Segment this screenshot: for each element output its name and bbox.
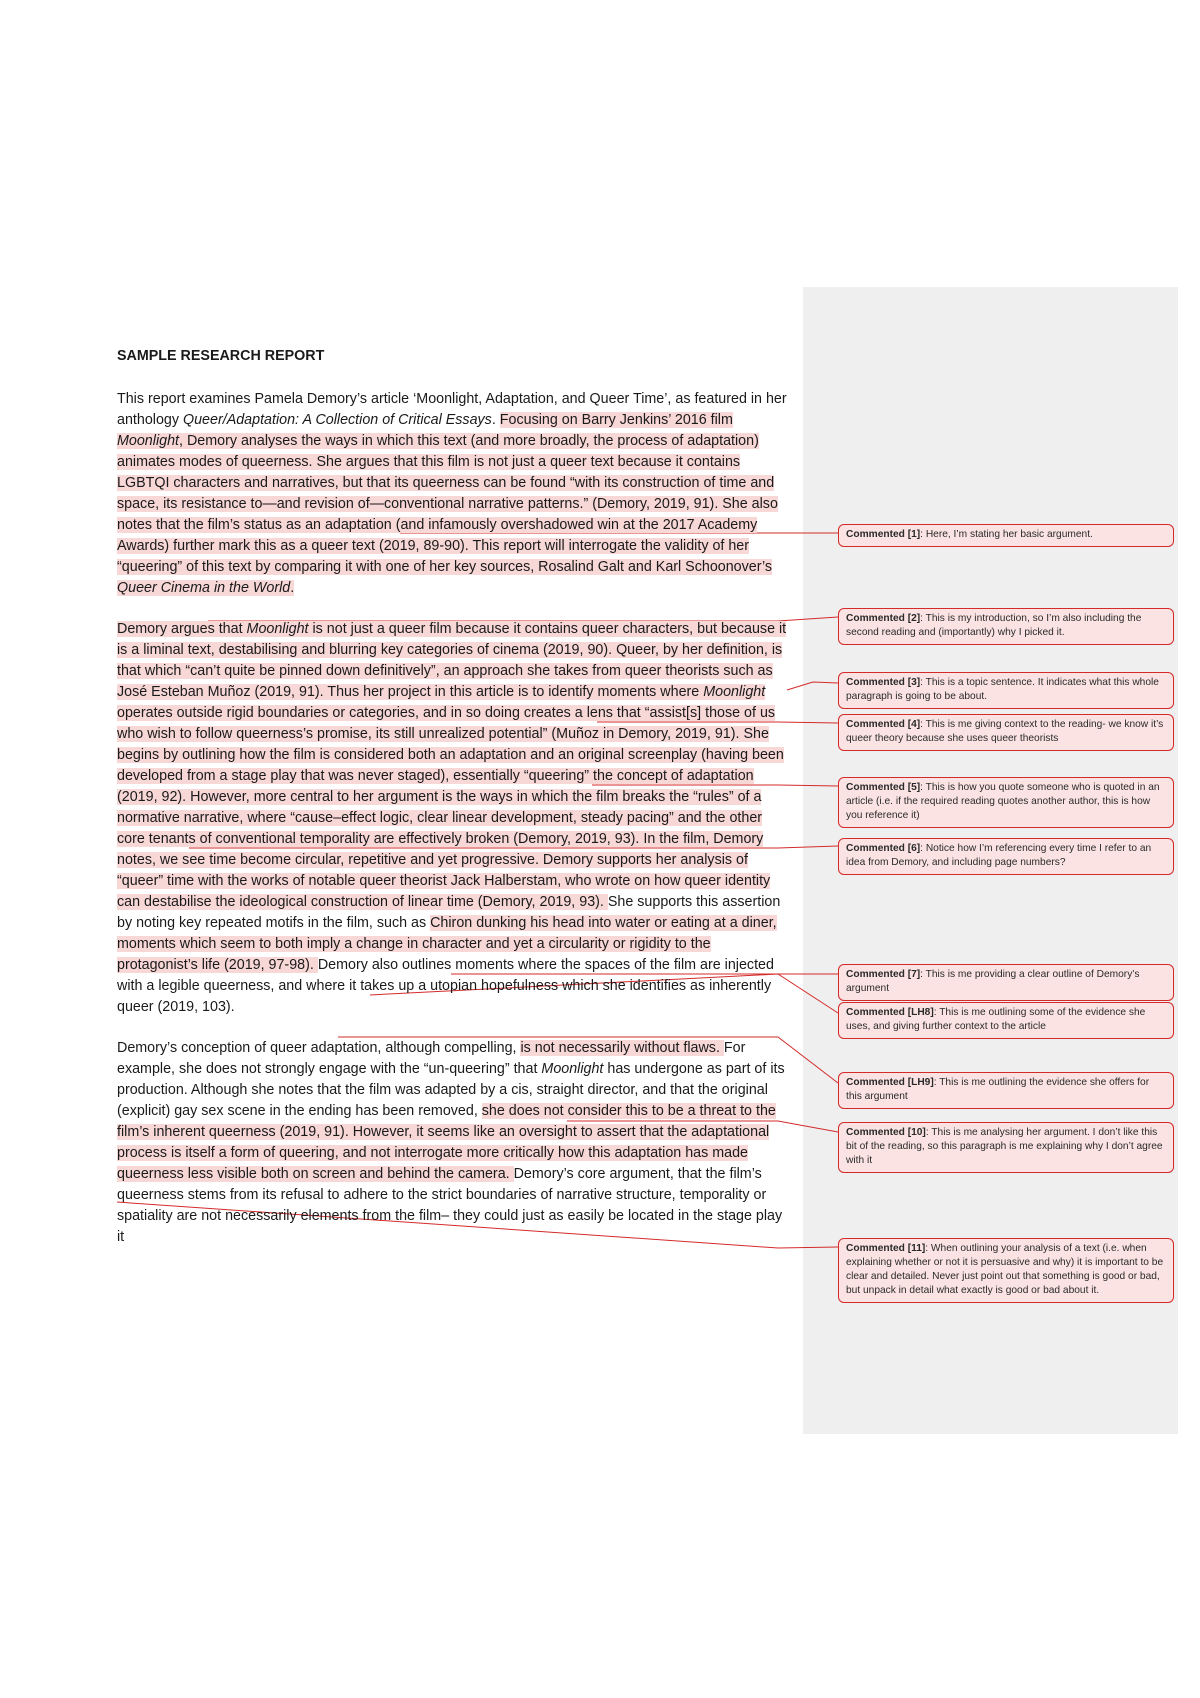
comment-2[interactable]: Commented [2]: This is my introduction, so I’m also including the second reading and (importantly) why I picked it. bbox=[838, 608, 1174, 645]
comment-lh9[interactable]: Commented [LH9]: This is me outlining the evidence she offers for this argument bbox=[838, 1072, 1174, 1109]
commented-range-2[interactable]: Focusing on Barry Jenkins’ 2016 film Moonlight, Demory analyses the ways in which this text (and more broadly, the process of adaptation) animates modes of queerness. She argues that this film is not just a queer text because it contains LGBTQI characters and narratives, but that its queerness can be found “with its construction of time and space, its resistance to—and revision of—conventional narrative patterns.” (Demory, 2019, 91). bbox=[117, 412, 775, 512]
commented-range-10[interactable]: is not necessarily without flaws. bbox=[520, 1040, 724, 1056]
commented-range-7[interactable]: Demory argues that Moonlight is not just a queer film because it contains queer characters, but because it is a liminal text, destabilising and blurring key categories of cinema (2019, 90). Queer, by her definition, is that which “can’t quite be pinned down definitively”, an approach she takes from queer theorists such as José Esteban Muñoz (2019, 91). Thus her project in this article is to identify moments where Moonlight operates outside rigid boundaries or categories, and in so doing creates a lens that “assist[s] those of us who wish to follow queerness’s promise, its still unrealized potential” (Muñoz in Demory, 2019, 91). She begins by outlining how the film is considered both an adaptation and an original screenplay (having been developed from a stage play that was never staged), essentially “queering” the concept of adaptation (2019, 92). However, more central to her argument is the ways in which the film breaks the “rules” of a normative narrative, where “cause–effect logic, clear linear development, steady pacing” and the other core tenants of conventional temporality are effectively broken (Demory, 2019, 93). In the film, Demory notes, we see time become circular, repetitive and yet progressive. Demory supports her analysis of “queer” time with the works of notable queer theorist Jack Halberstam, who wrote on how queer identity can destabilise the ideological construction of linear time (Demory, 2019, 93). bbox=[117, 621, 787, 910]
commented-range-11[interactable]: she does not consider this to be a threat to the film’s inherent queerness (2019, 91). However, it seems like an oversight to assert that the adaptational process is itself a form of queering, and not interrogate more critically how this adaptation has made queerness less visible both on screen and behind the camera. bbox=[117, 1103, 776, 1182]
commented-range-lh8[interactable]: Chiron dunking his head into water or eating at a diner, moments which seem to both imply a change in character and yet a circularity or rigidity to the protagonist’s life (2019, 97-98). bbox=[117, 915, 777, 973]
comment-5[interactable]: Commented [5]: This is how you quote someone who is quoted in an article (i.e. if the required reading quotes another author, this is how you reference it) bbox=[838, 777, 1174, 828]
commented-range-1[interactable]: She also notes that the film’s status as an adaptation (and infamously overshadowed win at the 2017 Academy Awards) further mark this as a queer text (2019, 89-90). bbox=[117, 496, 778, 554]
paragraph-summary: Demory argues that Moonlight is not just a queer film because it contains queer characters, but because it is a liminal text, destabilising and blurring key categories of cinema (2019, 90). Queer, by her definition, is that which “can’t quite be pinned down definitively”, an approach she takes from queer theorists such as José Esteban Muñoz (2019, 91). Thus her project in this article is to identify moments where Moonlight operates outside rigid boundaries or categories, and in so doing creates a lens that “assist[s] those of us who wish to follow queerness’s promise, its still unrealized potential” (Muñoz in Demory, 2019, 91). She begins by outlining how the film is considered both an adaptation and an original screenplay (having been developed from a stage play that was never staged), essentially “queering” the concept of adaptation (2019, 92). However, more central to her argument is the ways in which the film breaks the “rules” of a normative narrative, where “cause–effect logic, clear linear development, steady pacing” and the other core tenants of conventional temporality are effectively broken (Demory, 2019, 93). In the film, Demory notes, we see time become circular, repetitive and yet progressive. Demory supports her analysis of “queer” time with the works of notable queer theorist Jack Halberstam, who wrote on how queer identity can destabilise the ideological construction of linear time (Demory, 2019, 93). She supports this assertion by noting key repeated motifs in the film, such as Chiron dunking his head into water or eating at a diner, moments which seem to both imply a change in character and yet a circularity or rigidity to the protagonist’s life (2019, 97-98). Demory also outlines moments where the spaces of the film are injected with a legible queerness, and where it takes up a utopian hopefulness which she identifies as inherently queer (2019, 103). bbox=[117, 621, 787, 1015]
comment-3[interactable]: Commented [3]: This is a topic sentence. It indicates what this whole paragraph is going to be about. bbox=[838, 672, 1174, 709]
comment-6[interactable]: Commented [6]: Notice how I’m referencing every time I refer to an idea from Demory, and including page numbers? bbox=[838, 838, 1174, 875]
comment-10[interactable]: Commented [10]: This is me analysing her argument. I don’t like this bit of the reading, so this paragraph is me explaining why I don’t agree with it bbox=[838, 1122, 1174, 1173]
commented-range-2b[interactable]: This report will interrogate the validity of her “queering” of this text by comparing it with one of her key sources, Rosalind Galt and Karl Schoonover’s Queer Cinema in the World. bbox=[117, 538, 773, 596]
document-title: SAMPLE RESEARCH REPORT bbox=[117, 348, 325, 364]
paragraph-analysis: Demory’s conception of queer adaptation, although compelling, is not necessarily without flaws. For example, she does not strongly engage with the “un-queering” that Moonlight has undergone as part of its production. Although she notes that the film was adapted by a cis, straight director, and that the original (explicit) gay sex scene in the ending has been removed, she does not consider this to be a threat to the film’s inherent queerness (2019, 91). However, it seems like an oversight to assert that the adaptational process is itself a form of queering, and not interrogate more critically how this adaptation has made queerness less visible both on screen and behind the camera. Demory’s core argument, that the film’s queerness stems from its refusal to adhere to the strict boundaries of narrative structure, temporality or spatiality are not necessarily elements from the film– they could just as easily be located in the stage play it bbox=[117, 1040, 785, 1245]
comment-lh8[interactable]: Commented [LH8]: This is me outlining some of the evidence she uses, and giving further context to the article bbox=[838, 1002, 1174, 1039]
comment-1[interactable]: Commented [1]: Here, I’m stating her basic argument. bbox=[838, 524, 1174, 547]
document-body bbox=[117, 346, 789, 1268]
comment-4[interactable]: Commented [4]: This is me giving context to the reading- we know it’s queer theory because she uses queer theorists bbox=[838, 714, 1174, 751]
paragraph-introduction: This report examines Pamela Demory’s article ‘Moonlight, Adaptation, and Queer Time’, as featured in her anthology Queer/Adaptation: A Collection of Critical Essays. Focusing on Barry Jenkins’ 2016 film Moonlight, Demory analyses the ways in which this text (and more broadly, the process of adaptation) animates modes of queerness. She argues that this film is not just a queer text because it contains LGBTQI characters and narratives, but that its queerness can be found “with its construction of time and space, its resistance to—and revision of—conventional narrative patterns.” (Demory, 2019, 91). She also notes that the film’s status as an adaptation (and infamously overshadowed win at the 2017 Academy Awards) further mark this as a queer text (2019, 89-90). This report will interrogate the validity of her “queering” of this text by comparing it with one of her key sources, Rosalind Galt and Karl Schoonover’s Queer Cinema in the World. bbox=[117, 391, 787, 596]
comment-11[interactable]: Commented [11]: When outlining your analysis of a text (i.e. when explaining whether or not it is persuasive and why) it is important to be clear and detailed. Never just point out that something is good or bad, but unpack in detail what exactly is good or bad about it. bbox=[838, 1238, 1174, 1303]
comment-7[interactable]: Commented [7]: This is me providing a clear outline of Demory’s argument bbox=[838, 964, 1174, 1001]
